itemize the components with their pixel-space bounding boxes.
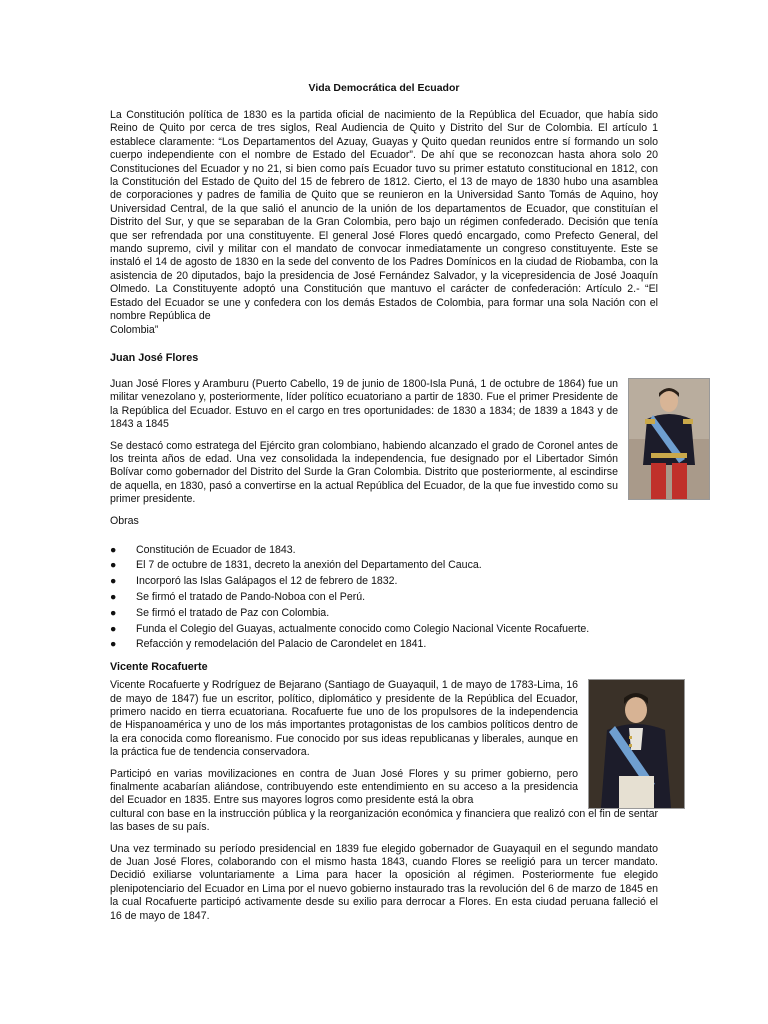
obras-item-text: El 7 de octubre de 1831, decreto la anexión del Departamento del Cauca.	[136, 559, 482, 572]
rocafuerte-section	[110, 679, 658, 923]
flores-portrait	[628, 378, 710, 500]
obras-list-item	[110, 590, 658, 606]
obras-list-item	[110, 574, 658, 590]
obras-item-text: Constitución de Ecuador de 1843.	[136, 543, 296, 556]
flores-paragraph-1: Juan José Flores y Aramburu (Puerto Cabello, 19 de junio de 1800-Isla Puná, 1 de octubre de 1864) fue un militar venezolano y, posteriormente, líder político ecuatoriano a partir de 1830. Fue el primer Presidente de la República del Ecuador. Estuvo en el cargo en tres oportunidades: de 1830 a 1834; de 1839 a 1843 y de 1843 a 1845	[110, 377, 618, 431]
obras-list-item	[110, 606, 658, 622]
obras-item-text: Incorporó las Islas Galápagos el 12 de febrero de 1832.	[136, 575, 398, 588]
obras-item-text: Se firmó el tratado de Paz con Colombia.	[136, 606, 330, 619]
obras-item-text: Funda el Colegio del Guayas, actualmente conocido como Colegio Nacional Vicente Rocafuerte.	[136, 622, 590, 635]
bullet-icon: ●	[110, 559, 117, 572]
obras-list	[110, 543, 658, 654]
bullet-icon: ●	[110, 638, 117, 651]
bullet-icon: ●	[110, 543, 117, 556]
bullet-icon: ●	[110, 590, 117, 603]
obras-label: Obras	[110, 514, 139, 527]
rocafuerte-heading: Vicente Rocafuerte	[110, 661, 208, 674]
obras-list-item	[110, 622, 658, 638]
bullet-icon: ●	[110, 575, 117, 588]
flores-section	[110, 378, 658, 653]
obras-list-item	[110, 558, 658, 574]
bullet-icon: ●	[110, 606, 117, 619]
bullet-icon: ●	[110, 622, 117, 635]
rocafuerte-paragraph-2a: Participó en varias movilizaciones en contra de Juan José Flores y su primer gobierno, pero finalmente acabarían aliándose, contribuyendo este entendimiento en su acceso a la presidencia del Ecuador en 1835. Entre sus mayores logros como presidente está la obra	[110, 767, 578, 807]
obras-item-text: Refacción y remodelación del Palacio de Carondelet en 1841.	[136, 638, 427, 651]
rocafuerte-portrait	[588, 679, 685, 809]
document-title: Vida Democrática del Ecuador	[308, 82, 460, 94]
obras-list-item	[110, 543, 658, 559]
document-page	[110, 82, 658, 923]
intro-paragraph: La Constitución política de 1830 es la partida oficial de nacimiento de la República del Ecuador, que había sido Reino de Quito por cerca de tres siglos, Real Audiencia de Quito y Distrito del Sur de Colombia. El artículo 1 establece claramente: “Los Departamentos del Azuay, Guayas y Quito quedan reunidos entre sí formando un solo cuerpo independiente con el nombre de Estado del Ecuador”. De ahí que se reconozcan hasta ahora solo 20 Constituciones del Ecuador y no 21, si bien como país Ecuador tuvo su primer estatuto constitucional en 1812, con la Constitución del Estado de Quito del 15 de febrero de 1812. Cierto, el 13 de mayo de 1830 hubo una asamblea de corporaciones y padres de familia de Quito que se reunieron en la Universidad Santo Tomás de Aquino, hoy Universidad Central, de la que salió el anuncio de la unión de los departamentos de Ecuador, que constituían el Distrito del Sur, y que se separaban de la Gran Colombia, pero bajo un régimen confederado. Decisión que tenía que ser refrendada por una constituyente. El general José Flores quedó encargado, como Prefecto General, del mando supremo, civil y militar con el mandato de convocar inmediatamente un congreso constituyente. Este se instaló el 14 de agosto de 1830 en la sede del convento de los Padres Domínicos en la ciudad de Riobamba, con la asistencia de 20 diputados, bajo la presidencia de José Fernández Salvador, y la vicepresidencia de José Joaquín Olmedo. La Constituyente adoptó una Constitución que mantuvo el carácter de confederación: Artículo 2.- “El Estado del Ecuador se une y confedera con los demás Estados de Colombia, para formar una sola Nación con el nombre República de	[110, 109, 658, 323]
rocafuerte-paragraph-2b: cultural con base en la instrucción pública y la reorganización económica y financiera que realizó con el fin de sentar las bases de su país.	[110, 807, 658, 834]
obras-list-item	[110, 637, 658, 653]
obras-item-text: Se firmó el tratado de Pando-Noboa con el Perú.	[136, 590, 366, 603]
rocafuerte-paragraph-1: Vicente Rocafuerte y Rodríguez de Bejarano (Santiago de Guayaquil, 1 de mayo de 1783-Lima, 16 de mayo de 1847) fue un escritor, político, diplomático y presidente de la República del Ecuador, primero nacido en tierra ecuatoriana. Rocafuerte fue uno de los propulsores de la independencia de Hispanoamérica y uno de los más importantes protagonistas de los cambios políticos dentro de la era conocida como floreanismo. Fue conocido por sus ideas republicanas y liberales, aunque en la práctica fue de tendencia conservadora.	[110, 679, 578, 759]
rocafuerte-paragraph-3: Una vez terminado su período presidencial en 1839 fue elegido gobernador de Guayaquil en el segundo mandato de Juan José Flores, colaborando con el mismo hasta 1843, cuando Flores se reeligió para un tercer mandato. Decidió exiliarse voluntariamente a Lima para hacer la oposición al régimen. Posteriormente fue elegido plenipotenciario del Ecuador en Lima por el nuevo gobierno instaurado tras la revolución del 6 de marzo de 1845 en la cual Rocafuerte participó activamente desde su exilio para derrocar a Flores. En esta ciudad peruana falleció el 16 de mayo de 1847.	[110, 842, 658, 922]
flores-paragraph-2: Se destacó como estratega del Ejército gran colombiano, habiendo alcanzado el grado de Coronel antes de los treinta años de edad. Una vez consolidada la independencia, fue designado por el Libertador Simón Bolívar como gobernador del Distrito del Surde la Gran Colombia. Distrito que posteriormente, al escindirse de aquella, en 1830, pasó a convertirse en la actual República del Ecuador, de la que fue investido como su primer presidente.	[110, 439, 618, 506]
intro-paragraph-end: Colombia”	[110, 323, 159, 336]
flores-heading: Juan José Flores	[110, 351, 199, 364]
